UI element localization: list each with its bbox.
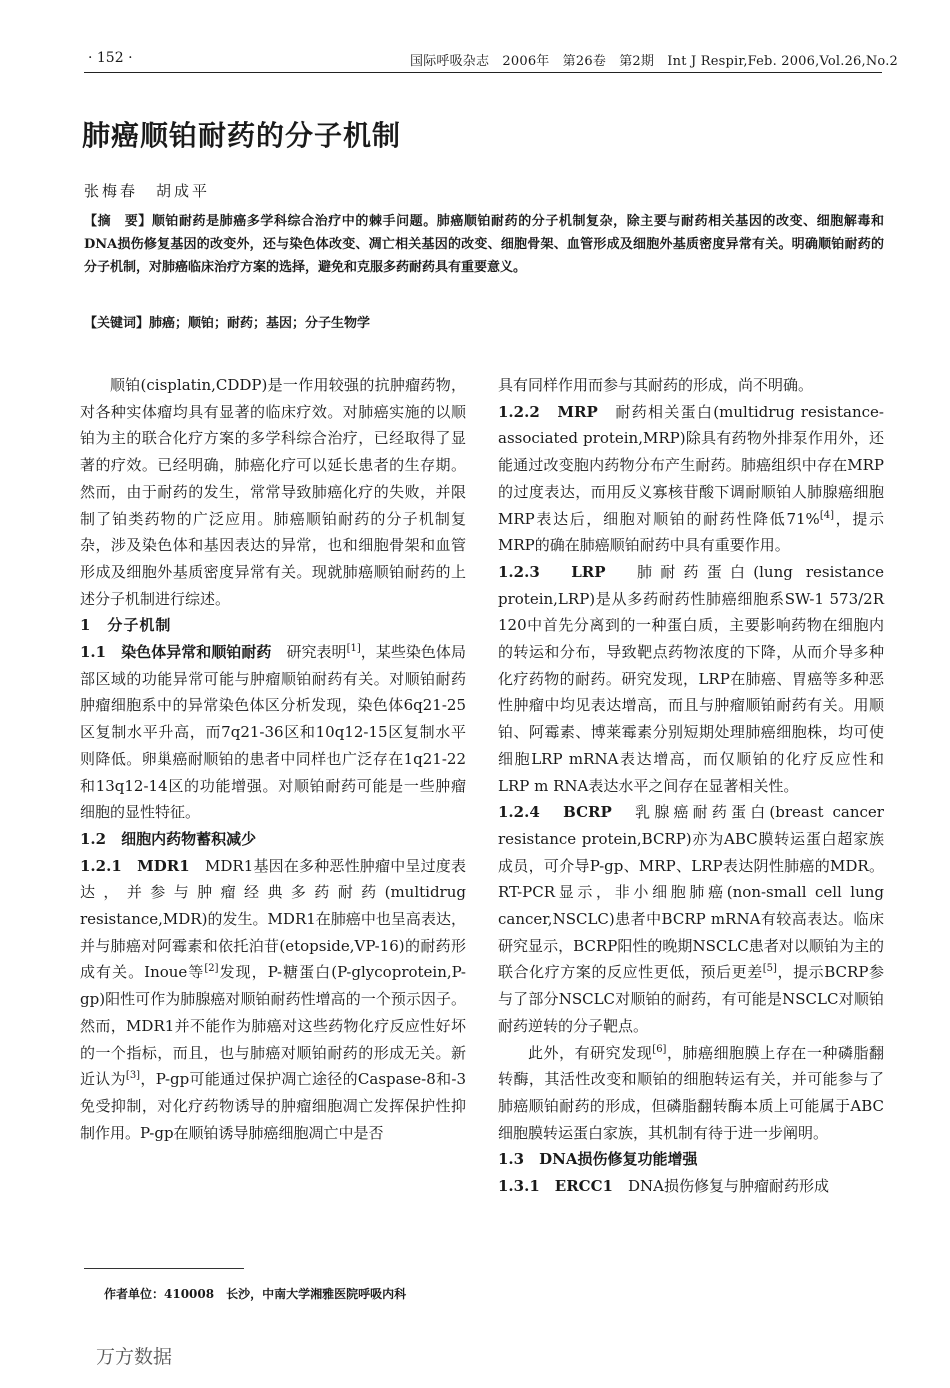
ref-5: [5]: [762, 963, 777, 975]
left-column: [80, 372, 466, 1146]
abstract-text: 顺铂耐药是肺癌多学科综合治疗中的棘手问题。肺癌顺铂耐药的分子机制复杂，除主要与耐药相关基因的改变、细胞解毒和DNA损伤修复基因的改变外，还与染色体改变、凋亡相关基因的改变、细胞骨架、血管形成及细胞外基质密度异常有关。明确顺铂耐药的分子机制，对肺癌临床治疗方案的选择，避免和克服多药耐药具有重要意义。: [84, 214, 884, 275]
keywords: [84, 312, 884, 335]
keywords-label: 【关键词】: [84, 316, 150, 331]
section-1-2-2-text-b: ，提示MRP的确在肺癌顺铂耐药中具有重要作用。: [498, 509, 884, 555]
section-1-2-3-heading: 1.2.3 LRP: [498, 562, 606, 581]
journal-header: 国际呼吸杂志 2006年 第26卷 第2期 Int J Respir,Feb. 2006,Vol.26,No.2: [410, 54, 899, 69]
ref-1: [1]: [346, 643, 361, 655]
section-1-3-1: [498, 1173, 884, 1200]
ref-4: [4]: [819, 509, 834, 521]
author-affiliation-footnote: 作者单位：410008 长沙，中南大学湘雅医院呼吸内科: [104, 1287, 407, 1301]
section-1-2-1-heading: 1.2.1 MDR1: [80, 856, 190, 875]
section-1-2-4: [498, 799, 884, 1039]
keywords-text: 肺癌；顺铂；耐药；基因；分子生物学: [149, 316, 371, 331]
additional-paragraph: [498, 1040, 884, 1147]
section-1-1-heading: 1.1 染色体异常和顺铂耐药: [80, 643, 272, 662]
section-heading-1: 1 分子机制: [80, 616, 172, 635]
section-1-2-4-text-a: 乳腺癌耐药蛋白(breast cancer resistance protein,BCRP)亦为ABC膜转运蛋白超家族成员，可介导P-gp、MRP、LRP表达阴性肺癌的MDR。RT-PCR显示，非小细胞肺癌(non-small cell lung cancer,NSCLC)患者中BCRP mRNA有较高表达。临床研究显示，BCRP阳性的晚期NSCLC患者对以顺铂为主的联合化疗方案的反应性更低，预后更差: [498, 803, 884, 982]
section-1-3-1-heading: 1.3.1 ERCC1: [498, 1177, 613, 1196]
section-1-3-1-text: DNA损伤修复与肿瘤耐药形成: [627, 1177, 829, 1196]
watermark: 万方数据: [96, 1346, 173, 1368]
intro-paragraph: 顺铂(cisplatin,CDDP)是一作用较强的抗肿瘤药物，对各种实体瘤均具有显著的临床疗效。对肺癌实施的以顺铂为主的联合化疗方案的多学科综合治疗，已经取得了显著的疗效。已经明确，肺癌化疗可以延长患者的生存期。然而，由于耐药的发生，常常导致肺癌化疗的失败，并限制了铂类药物的广泛应用。肺癌顺铂耐药的分子机制复杂，涉及染色体和基因表达的异常，也和细胞骨架和血管形成及细胞外基质密度异常有关。现就肺癌顺铂耐药的上述分子机制进行综述。: [80, 376, 466, 608]
section-1-2-2-text-a: 耐药相关蛋白(multidrug resistance-associated protein,MRP)除具有药物外排泵作用外，还能通过改变胞内药物分布产生耐药。肺癌组织中存在MRP的过度表达，而用反义寡核苷酸下调耐顺铂人肺腺癌细胞MRP表达后，细胞对顺铂的耐药性降低71%: [498, 402, 884, 528]
authors: 张梅春 胡成平: [84, 182, 211, 200]
section-1-2-2-heading: 1.2.2 MRP: [498, 402, 598, 421]
section-1-2-1: [80, 853, 466, 1147]
section-1-2-heading: 1.2 细胞内药物蓄积减少: [80, 829, 257, 848]
section-1-2-1-text-c: ，P-gp可能通过保护凋亡途径的Caspase-8和-3免受抑制，对化疗药物诱导的肿瘤细胞凋亡发挥保护性抑制作用。P-gp在顺铂诱导肺癌细胞凋亡中是否: [80, 1070, 466, 1142]
continued-paragraph: 具有同样作用而参与其耐药的形成，尚不明确。: [498, 376, 814, 394]
ref-2: [2]: [204, 963, 219, 975]
section-1-2-4-text-b: ，提示BCRP参与了部分NSCLC对顺铂的耐药，有可能是NSCLC对顺铂耐药逆转的分子靶点。: [498, 963, 884, 1035]
ref-6: [6]: [652, 1043, 667, 1055]
abstract: [84, 210, 884, 279]
article-title: 肺癌顺铂耐药的分子机制: [82, 119, 402, 152]
section-1-1-text-a: 研究表明: [286, 643, 347, 662]
abstract-label: 【摘 要】: [84, 214, 152, 229]
section-1-2-1-text-a: MDR1基因在多种恶性肿瘤中呈过度表达，并参与肿瘤经典多药耐药(multidrug resistance,MDR)的发生。MDR1在肺癌中也呈高表达，并与肺癌对阿霉素和依托泊苷(etopside,VP-16)的耐药形成有关。Inoue等: [80, 856, 466, 982]
right-column: [498, 372, 884, 1200]
additional-text-b: ，肺癌细胞膜上存在一种磷脂翻转酶，其活性改变和顺铂的细胞转运有关，并可能参与了肺癌顺铂耐药的形成，但磷脂翻转酶本质上可能属于ABC细胞膜转运蛋白家族，其机制有待于进一步阐明。: [498, 1043, 884, 1142]
section-1-2-3-text: 肺耐药蛋白(lung resistance protein,LRP)是从多药耐药性肺癌细胞系SW-1 573/2R 120中首先分离到的一种蛋白质，主要影响药物在细胞内的转运和分布，导致靶点药物浓度的下降，从而介导多种化疗药物的耐药。研究发现，LRP在肺癌、胃癌等多种恶性肿瘤中均见表达增高，而且与肿瘤顺铂耐药有关。用顺铂、阿霉素、博莱霉素分别短期处理肺癌细胞株，均可使细胞LRP mRNA表达增高，而仅顺铂的化疗反应性和LRP m RNA表达水平之间存在显著相关性。: [498, 562, 884, 795]
section-1-2-1-text-b: 发现，P-糖蛋白(P-glycoprotein,P-gp)阳性可作为肺腺癌对顺铂耐药性增高的一个预示因子。然而，MDR1并不能作为肺癌对这些药物化疗反应性好坏的一个指标，而且，也与肺癌对顺铂耐药的形成无关。新近认为: [80, 963, 466, 1089]
header-rule: [84, 72, 882, 73]
section-1-2-4-heading: 1.2.4 BCRP: [498, 803, 612, 822]
section-1-2-3: [498, 559, 884, 799]
section-1-1: [80, 639, 466, 826]
footnote-rule: [84, 1268, 244, 1269]
additional-text-a: 此外，有研究发现: [528, 1043, 653, 1062]
section-1-2-2: [498, 399, 884, 559]
section-1-3-heading: 1.3 DNA损伤修复功能增强: [498, 1150, 698, 1169]
section-1-1-text-b: ，某些染色体局部区域的功能异常可能与肿瘤顺铂耐药有关。对顺铂耐药肿瘤细胞系中的异常染色体区分析发现，染色体6q21-25区复制水平升高，而7q21-36区和10q12-15区复制水平则降低。卵巢癌耐顺铂的患者中同样也广泛存在1q21-22和13q12-14区的功能增强。对顺铂耐药可能是一些肿瘤细胞的显性特征。: [80, 643, 466, 822]
ref-3: [3]: [125, 1070, 141, 1082]
page-number: · 152 ·: [88, 50, 133, 66]
